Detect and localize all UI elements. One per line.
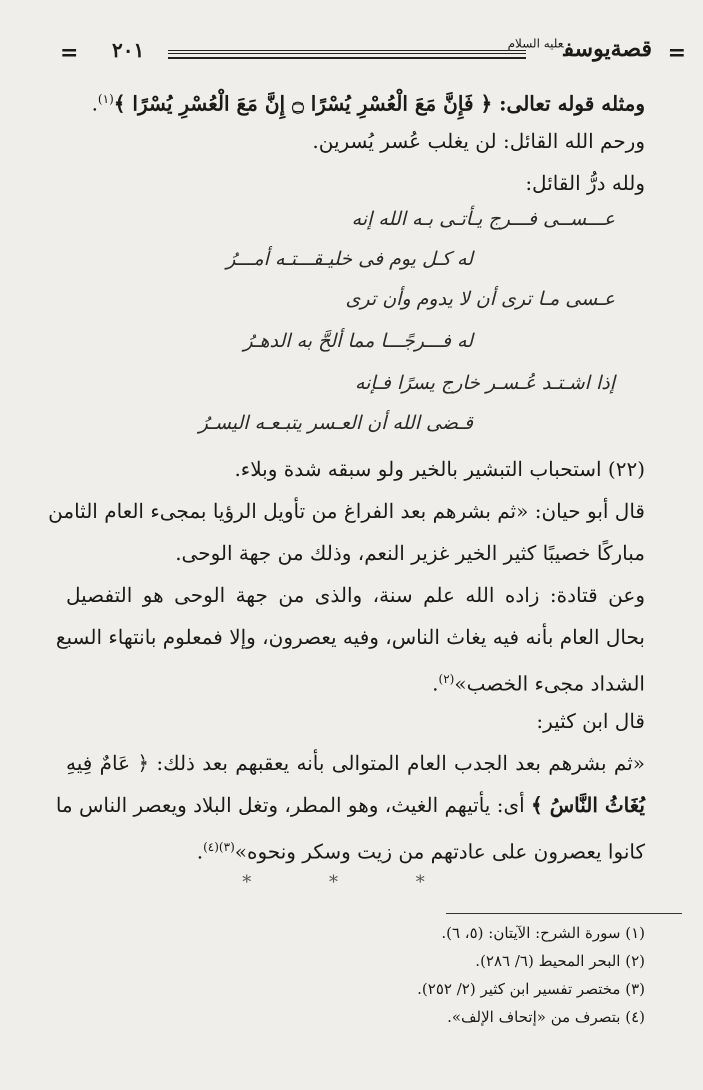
footnote-ref: (٣)(٤)	[203, 840, 235, 854]
footnote-2: (٢) البحر المحيط (٦/ ٢٨٦).	[475, 952, 645, 970]
poem-verse-6: قـضى الله أن العـسر يتبـعـه اليسـرُ	[198, 412, 473, 434]
text-line-7: وعن قتادة: زاده الله علم سنة، والذى من جهة الوحى هو التفصيل	[66, 583, 645, 607]
header-rule	[168, 50, 526, 54]
header-title: قصةيوسف$^{عليه السلام}$	[507, 36, 652, 62]
footnote-ref: (١)	[97, 92, 114, 106]
text-line-11: «ثم بشرهم بعد الجدب العام المتوالى بأنه يعقبهم بعد ذلك: ﴿ عَامٌ فِيهِ	[66, 751, 645, 775]
poem-verse-5: إذا اشـتـد عُـسـر خارج يسرًا فـإنه	[354, 372, 615, 394]
poem-verse-2: له كـل يوم فى خليـقـــتـه أمـــرُ	[226, 248, 473, 270]
text-line-9: الشداد مجىء الخصب»$^{(٢)}$.	[432, 671, 645, 696]
honorific: عليه السلام	[507, 36, 564, 51]
running-header	[60, 36, 686, 76]
page-number: ٢٠١	[112, 38, 145, 62]
footnote-1: (١) سورة الشرح: الآيتان: (٥، ٦).	[441, 924, 645, 942]
text-line-12: يُغَاثُ النَّاسُ ﴾ أى: يأتيهم الغيث، وهو المطر، وتغل البلاد ويعصر الناس ما	[55, 793, 645, 817]
text-line-8: بحال العام بأنه فيه يغاث الناس، وفيه يعصرون، وإلا فمعلوم بانتهاء السبع	[55, 625, 645, 649]
text-line-3: ولله درُّ القائل:	[525, 171, 645, 195]
poem-verse-3: عـسى مـا ترى أن لا يدوم وأن ترى	[345, 288, 615, 310]
text-line-10: قال ابن كثير:	[536, 709, 645, 733]
header-ornament-left: =	[60, 40, 79, 66]
text-line-2: ورحم الله القائل: لن يغلب عُسر يُسرين.	[312, 129, 645, 153]
text-line-5: قال أبو حيان: «ثم بشرهم بعد الفراغ من تأويل الرؤيا بمجىء العام الثامن	[48, 499, 645, 523]
header-rule-lower	[168, 57, 526, 59]
section-separator: * * *	[242, 872, 461, 893]
footnote-4: (٤) بتصرف من «إتحاف الإلف».	[447, 1008, 645, 1026]
footnote-3: (٣) مختصر تفسير ابن كثير (٢/ ٢٥٢).	[417, 980, 645, 998]
text-line-6: مباركًا خصيبًا كثير الخير غزير النعم، وذلك من جهة الوحى.	[175, 541, 645, 565]
poem-verse-1: عـــســى فـــرج يـأتـى بـه الله إنه	[351, 208, 615, 230]
text-line-13: كانوا يعصرون على عادتهم من زيت وسكر ونحوه»$^{(٣)(٤)}$.	[196, 839, 645, 864]
header-ornament-right: =	[667, 40, 686, 66]
text-line-1: ومثله قوله تعالى: ﴿ فَإِنَّ مَعَ الْعُسْرِ يُسْرًا ۝ إِنَّ مَعَ الْعُسْرِ يُسْرًا ﴾$^{(١)}$.	[91, 91, 645, 116]
section-heading: (٢٢) استحباب التبشير بالخير ولو سبقه شدة وبلاء.	[234, 457, 645, 481]
footnote-rule	[446, 913, 682, 914]
poem-verse-4: له فـــرجًـــا مما ألحَّ به الدهـرُ	[243, 330, 473, 352]
footnote-ref: (٢)	[438, 672, 455, 686]
